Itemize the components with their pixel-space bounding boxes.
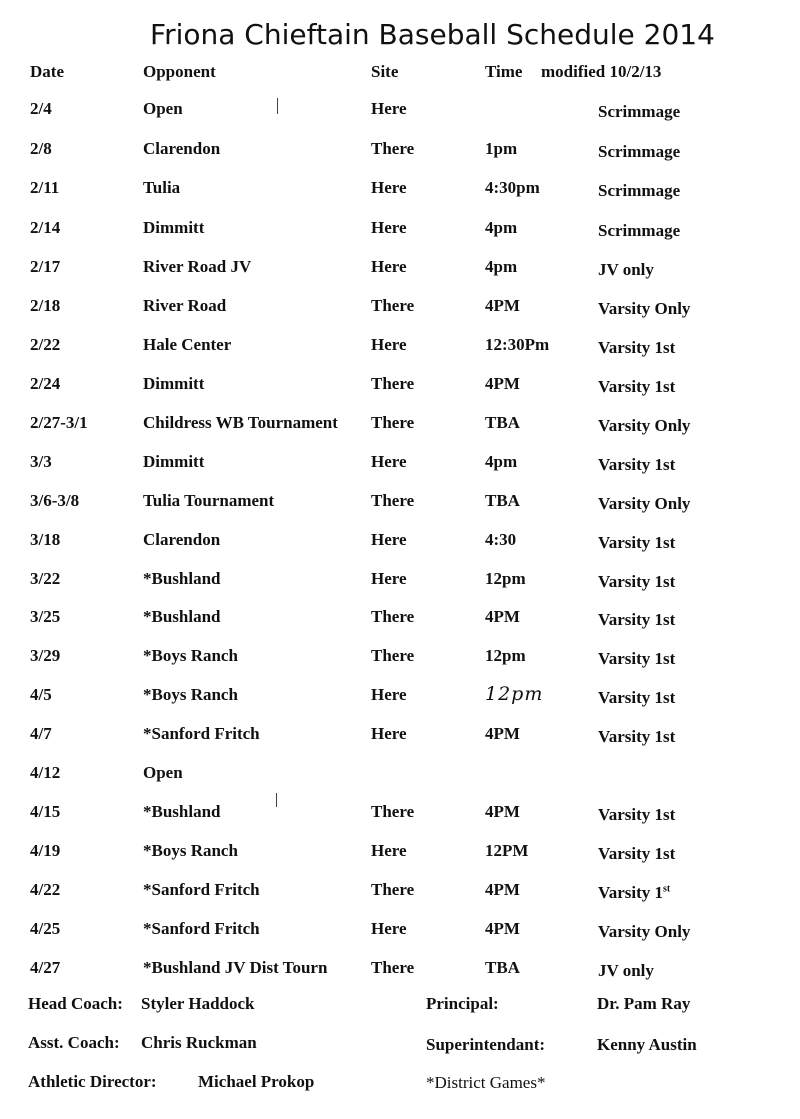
cell-note: Varsity 1st: [598, 844, 676, 863]
cell-opponent: *Boys Ranch: [143, 685, 238, 704]
cell-opponent: Tulia: [143, 178, 181, 197]
cell-site: There: [371, 646, 415, 665]
cell-date: 4/19: [30, 841, 61, 860]
cell-opponent: Dimmitt: [143, 218, 205, 237]
cell-time: TBA: [485, 958, 520, 977]
cell-date: 3/3: [30, 452, 52, 471]
cell-site: Here: [371, 452, 407, 471]
cell-date: 2/14: [30, 218, 61, 237]
cell-note: Varsity 1st: [598, 455, 676, 474]
cell-note: Varsity 1st: [598, 883, 671, 902]
cell-note: Varsity Only: [598, 299, 691, 318]
cell-opponent: Open: [143, 99, 183, 118]
header-modified: modified 10/2/13: [541, 62, 662, 81]
cell-time: 4PM: [485, 802, 520, 821]
cell-opponent: River Road JV: [143, 257, 252, 276]
header-time: Time: [485, 62, 523, 81]
cell-time: 4PM: [485, 724, 520, 743]
cell-note: Varsity 1st: [598, 572, 676, 591]
cell-note: Varsity Only: [598, 416, 691, 435]
cell-date: 3/22: [30, 569, 61, 588]
cell-time: 4:30: [485, 530, 517, 549]
cell-site: Here: [371, 685, 407, 704]
cell-note: Scrimmage: [598, 142, 681, 161]
cell-note: Varsity Only: [598, 922, 691, 941]
cell-time: 4pm: [485, 218, 518, 237]
cell-date: 2/11: [30, 178, 60, 197]
cell-opponent: *Bushland JV Dist Tourn: [143, 958, 328, 977]
header-site: Site: [371, 62, 399, 81]
cell-note: Varsity 1st: [598, 377, 676, 396]
header-opponent: Opponent: [143, 62, 216, 81]
cell-note: Varsity Only: [598, 494, 691, 513]
cell-opponent: Tulia Tournament: [143, 491, 275, 510]
cell-time: 4PM: [485, 374, 520, 393]
cell-site: There: [371, 958, 415, 977]
cell-time: 12PM: [485, 841, 529, 860]
cell-site: Here: [371, 724, 407, 743]
cell-date: 3/18: [30, 530, 61, 549]
cell-time: 4PM: [485, 296, 520, 315]
cell-opponent: Dimmitt: [143, 374, 205, 393]
cell-note: Varsity 1st: [598, 610, 676, 629]
cell-time: 4PM: [485, 607, 520, 626]
cell-time: 4PM: [485, 880, 520, 899]
cell-note: JV only: [598, 961, 654, 980]
athletic-director-name: Michael Prokop: [198, 1072, 315, 1091]
asst-coach-label: Asst. Coach:: [28, 1033, 120, 1052]
cell-date: 2/24: [30, 374, 61, 393]
cell-opponent: Hale Center: [143, 335, 232, 354]
cell-date: 4/25: [30, 919, 61, 938]
cell-time: 12pm: [485, 646, 526, 665]
cell-opponent: Childress WB Tournament: [143, 413, 338, 432]
cell-opponent: Dimmitt: [143, 452, 205, 471]
cell-opponent: *Sanford Fritch: [143, 919, 260, 938]
cell-date: 4/27: [30, 958, 61, 977]
cell-time: 12pm: [485, 569, 526, 588]
cell-opponent: *Boys Ranch: [143, 841, 238, 860]
cell-time: 4:30pm: [485, 178, 540, 197]
head-coach-name: Styler Haddock: [141, 994, 255, 1013]
cell-date: 4/7: [30, 724, 52, 743]
cell-date: 4/22: [30, 880, 61, 899]
cell-note: Varsity 1st: [598, 338, 676, 357]
cell-site: Here: [371, 335, 407, 354]
cell-date: 3/6-3/8: [30, 491, 80, 510]
cell-time: 4PM: [485, 919, 520, 938]
cell-site: Here: [371, 841, 407, 860]
cell-time: 4pm: [485, 257, 518, 276]
district-games-note: *District Games*: [426, 1073, 546, 1092]
cell-note: Varsity 1st: [598, 649, 676, 668]
cell-time: 12pm: [485, 683, 544, 705]
superintendant-name: Kenny Austin: [597, 1035, 697, 1054]
superintendant-label: Superintendant:: [426, 1035, 546, 1054]
cell-site: Here: [371, 530, 407, 549]
cell-note: Varsity 1st: [598, 533, 676, 552]
cell-note: Scrimmage: [598, 181, 681, 200]
cell-opponent: *Boys Ranch: [143, 646, 238, 665]
cell-time: 12:30Pm: [485, 335, 550, 354]
cell-site: Here: [371, 218, 407, 237]
cell-note: Varsity 1st: [598, 805, 676, 824]
cell-site: Here: [371, 919, 407, 938]
cell-opponent: *Bushland: [143, 607, 221, 626]
cell-date: 2/18: [30, 296, 61, 315]
cell-time: TBA: [485, 491, 520, 510]
cell-note: Scrimmage: [598, 102, 681, 121]
principal-label: Principal:: [426, 994, 499, 1013]
cell-site: There: [371, 491, 415, 510]
cell-date: 2/17: [30, 257, 61, 276]
cell-date: 4/15: [30, 802, 61, 821]
cell-site: There: [371, 607, 415, 626]
cell-note: Varsity 1st: [598, 688, 676, 707]
cell-note: JV only: [598, 260, 654, 279]
cell-opponent: Clarendon: [143, 139, 221, 158]
cell-site: There: [371, 296, 415, 315]
asst-coach-name: Chris Ruckman: [141, 1033, 257, 1052]
cell-time: TBA: [485, 413, 520, 432]
principal-name: Dr. Pam Ray: [597, 994, 691, 1013]
cell-opponent: *Bushland: [143, 569, 221, 588]
cell-site: There: [371, 139, 415, 158]
cell-site: Here: [371, 569, 407, 588]
cell-date: 4/12: [30, 763, 61, 782]
cell-date: 2/27-3/1: [30, 413, 88, 432]
header-date: Date: [30, 62, 64, 81]
cell-site: Here: [371, 99, 407, 118]
cell-note: Scrimmage: [598, 221, 681, 240]
cell-site: There: [371, 413, 415, 432]
cell-opponent: *Bushland: [143, 802, 221, 821]
cell-time: 4pm: [485, 452, 518, 471]
cell-opponent: *Sanford Fritch: [143, 880, 260, 899]
note-superscript: st: [663, 883, 671, 895]
cell-date: 3/25: [30, 607, 61, 626]
cell-date: 2/22: [30, 335, 61, 354]
cell-site: There: [371, 880, 415, 899]
head-coach-label: Head Coach:: [28, 994, 123, 1013]
scan-mark: [276, 793, 277, 807]
cell-opponent: Clarendon: [143, 530, 221, 549]
cell-date: 2/8: [30, 139, 52, 158]
cell-site: Here: [371, 178, 407, 197]
cell-site: Here: [371, 257, 407, 276]
cell-opponent: River Road: [143, 296, 227, 315]
cell-time: 1pm: [485, 139, 518, 158]
cell-date: 3/29: [30, 646, 61, 665]
cell-date: 2/4: [30, 99, 52, 118]
cell-opponent: Open: [143, 763, 183, 782]
athletic-director-label: Athletic Director:: [28, 1072, 157, 1091]
cell-site: There: [371, 802, 415, 821]
page-title: Friona Chieftain Baseball Schedule 2014: [150, 18, 715, 51]
cell-note: Varsity 1st: [598, 727, 676, 746]
cell-opponent: *Sanford Fritch: [143, 724, 260, 743]
cell-date: 4/5: [30, 685, 52, 704]
cell-site: There: [371, 374, 415, 393]
scan-mark: [277, 98, 278, 114]
